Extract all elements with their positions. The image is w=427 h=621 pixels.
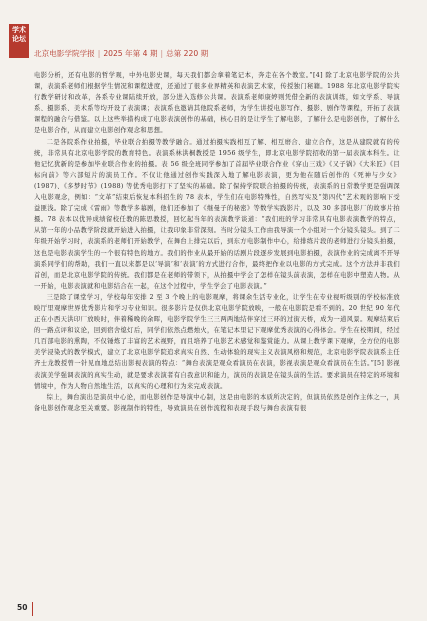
page-number: 50 [17, 603, 28, 612]
paragraph: 三是除了课堂学习，学校每年安排 2 至 3 个晚上的电影观摩，将课余生活专业化，让学生在专业视听级别的学校标准放映厅里观摩世界优秀影片和学习专业知识。很多影片是仅供北京电影学院放映，一般在电影院是看不到的。20 世纪 90 年代正在小西天洪印厂放映时，伴着稀晚的余晖，电影学院学生三三两两地结伴穿过三环的过街天桥，成为一道风景。观摩结束后的一路点评和议论，回到宿舍熄灯后，同学们依然点燃烛火，在笔记本里记下观摩优秀表演的心得体会。学生在校期间，经过几百部电影的熏陶，不仅锤炼了丰富的艺术视野，而且培养了电影艺术感觉和鉴赏能力。从课上教学课下观摩，全方位的电影美学浸染式的教学模式，建立了北京电影学院追求真实自然、生动体验的现实主义表演风格和规范，北京电影学院表演系主任齐士龙教授曾一针见血地总结出影视表演的特点：“舞台表演是观众看演员在表演，影视表演是观众看演员在生活。”[5] 影视表演美学强调表演的真实生动，就是要求表演者有自我意识和能力，演员的表演是在镜头前的生活。要求演员在特定的环境和情境中，作为人物自然地生活，以真实的心理和行为来完成表演。 [34, 293, 400, 390]
section-tag-line2: 论坛 [12, 34, 26, 43]
section-tag-line1: 学术 [12, 26, 26, 34]
footer-divider [32, 602, 33, 616]
journal-name: 北京电影学院学报 [34, 49, 95, 58]
paragraph: 二是各院系作业拍摄，毕业联合拍摄等教学融合。通过拍摄实践相互了解、相互磨合、建立合作，这是从建院就有的传统，非常具有北京电影学院的教育特色。表演系林洪桐教授是 1956 级学生，即北京电影学院招收的第一届表演本科生。让他记忆犹新的是参加毕业联合作业的拍摄。表 56 级全班同学参加了首届毕业联合作业《穿山三戏》《又子锅》《大米匠》《目标向前》等六部短片的演员工作。不仅让他通过创作实践深入地了解电影表演，更为他在随后创作的《死神与少女》(1987)、《多梦时节》(1988) 等优秀电影打下了坚实的基础。除了保持学院联合拍摄的传统，表演系的日常教学更是强调深入电影观念，例如：“文革”结束后恢复本科招生的 78 表本，学生们在电影特殊性，自然写实及“第四代”艺术观的影响下受益匪浅。除了完成《雷雨》等教学多幕剧，他们还参加了《继曼子的秘密》等数学实践影片，以及 30 多部电影厂的故事片拍摄。78 表本以优异成绩留校任教的陈思教授，回忆起当年的表演教学谈道：“我们班的学习非常具有电影表演教学的特点，从第一年的小品教学阶段就开始进入拍摄，让我印象非常深刻。当时分镜头工作由我导演一个小组对一个分镜头镜头。到了二年级开始学习时，表演系的老师们开始教学，在舞台上排完以后，到东方电影制作中心，给排练片段的老师进行分镜头拍摄，这也是电影表演学生的一个很有特色的地方。我们的作业从最开始的话剧片段逐步发展到电影拍摄，表演作业的完成离不开导演系同学们的帮助，我们一直以来都是以‘导演’和‘表演’的方式进行合作，最终把作业以电影的方式完成。这个方法并非我们首创，而是北京电影学院的传统。我们都是在老师的带领下，从拍摄中学会了怎样在镜头前表演，怎样在电影中塑造人物。从一开始，电影表演就和电影结合在一起，在这个过程中，学生学会了电影表演。” [34, 138, 400, 290]
total-issue-number: 总第 220 期 [166, 49, 209, 58]
paragraph: 综上，舞台演出是演员中心论，而电影创作是导演中心制，这是由电影的本质所决定的，但演员依然是创作主体之一，具备电影创作观念至关重要。影视制作的特性，导致演员在创作流程和表现手段与舞台表演有很 [34, 393, 400, 412]
journal-info [34, 48, 208, 59]
article-body [34, 70, 400, 592]
page-header [0, 0, 427, 76]
separator: | [97, 49, 101, 58]
separator: | [160, 49, 164, 58]
paragraph: 电影分析，还有电影的哲学观，中外电影史课，每天我们都会拿着笔记本，奔走在各个教室。”[4] 除了北京电影学院的公共课，表演系老师们根据学生情况和课程进度，还通过了很多业界精英和表演艺术家，传授独门秘籍。1988 年北京电影学院实行教学研讨和改革，各系专业课陆续开放，部分进入选修公共课。表演系老师康婷则凭借全新的表演训练，如文学系、导演系、摄影系、美术系等均开设了表演课；表演系也邀请其他院系老师，为学生讲授电影写作、摄影、剧作等课程，开拓了表演课程的融合与借鉴。以上这些举措构成了电影表演创作的基础，核心目的是让学生了解电影，了解什么是电影创作，了解什么是电影合作，从而建立电影创作观念和思想。 [34, 72, 400, 135]
page-footer [0, 596, 427, 621]
section-tag [9, 24, 29, 58]
issue-number: 2025 年第 4 期 [103, 49, 158, 58]
